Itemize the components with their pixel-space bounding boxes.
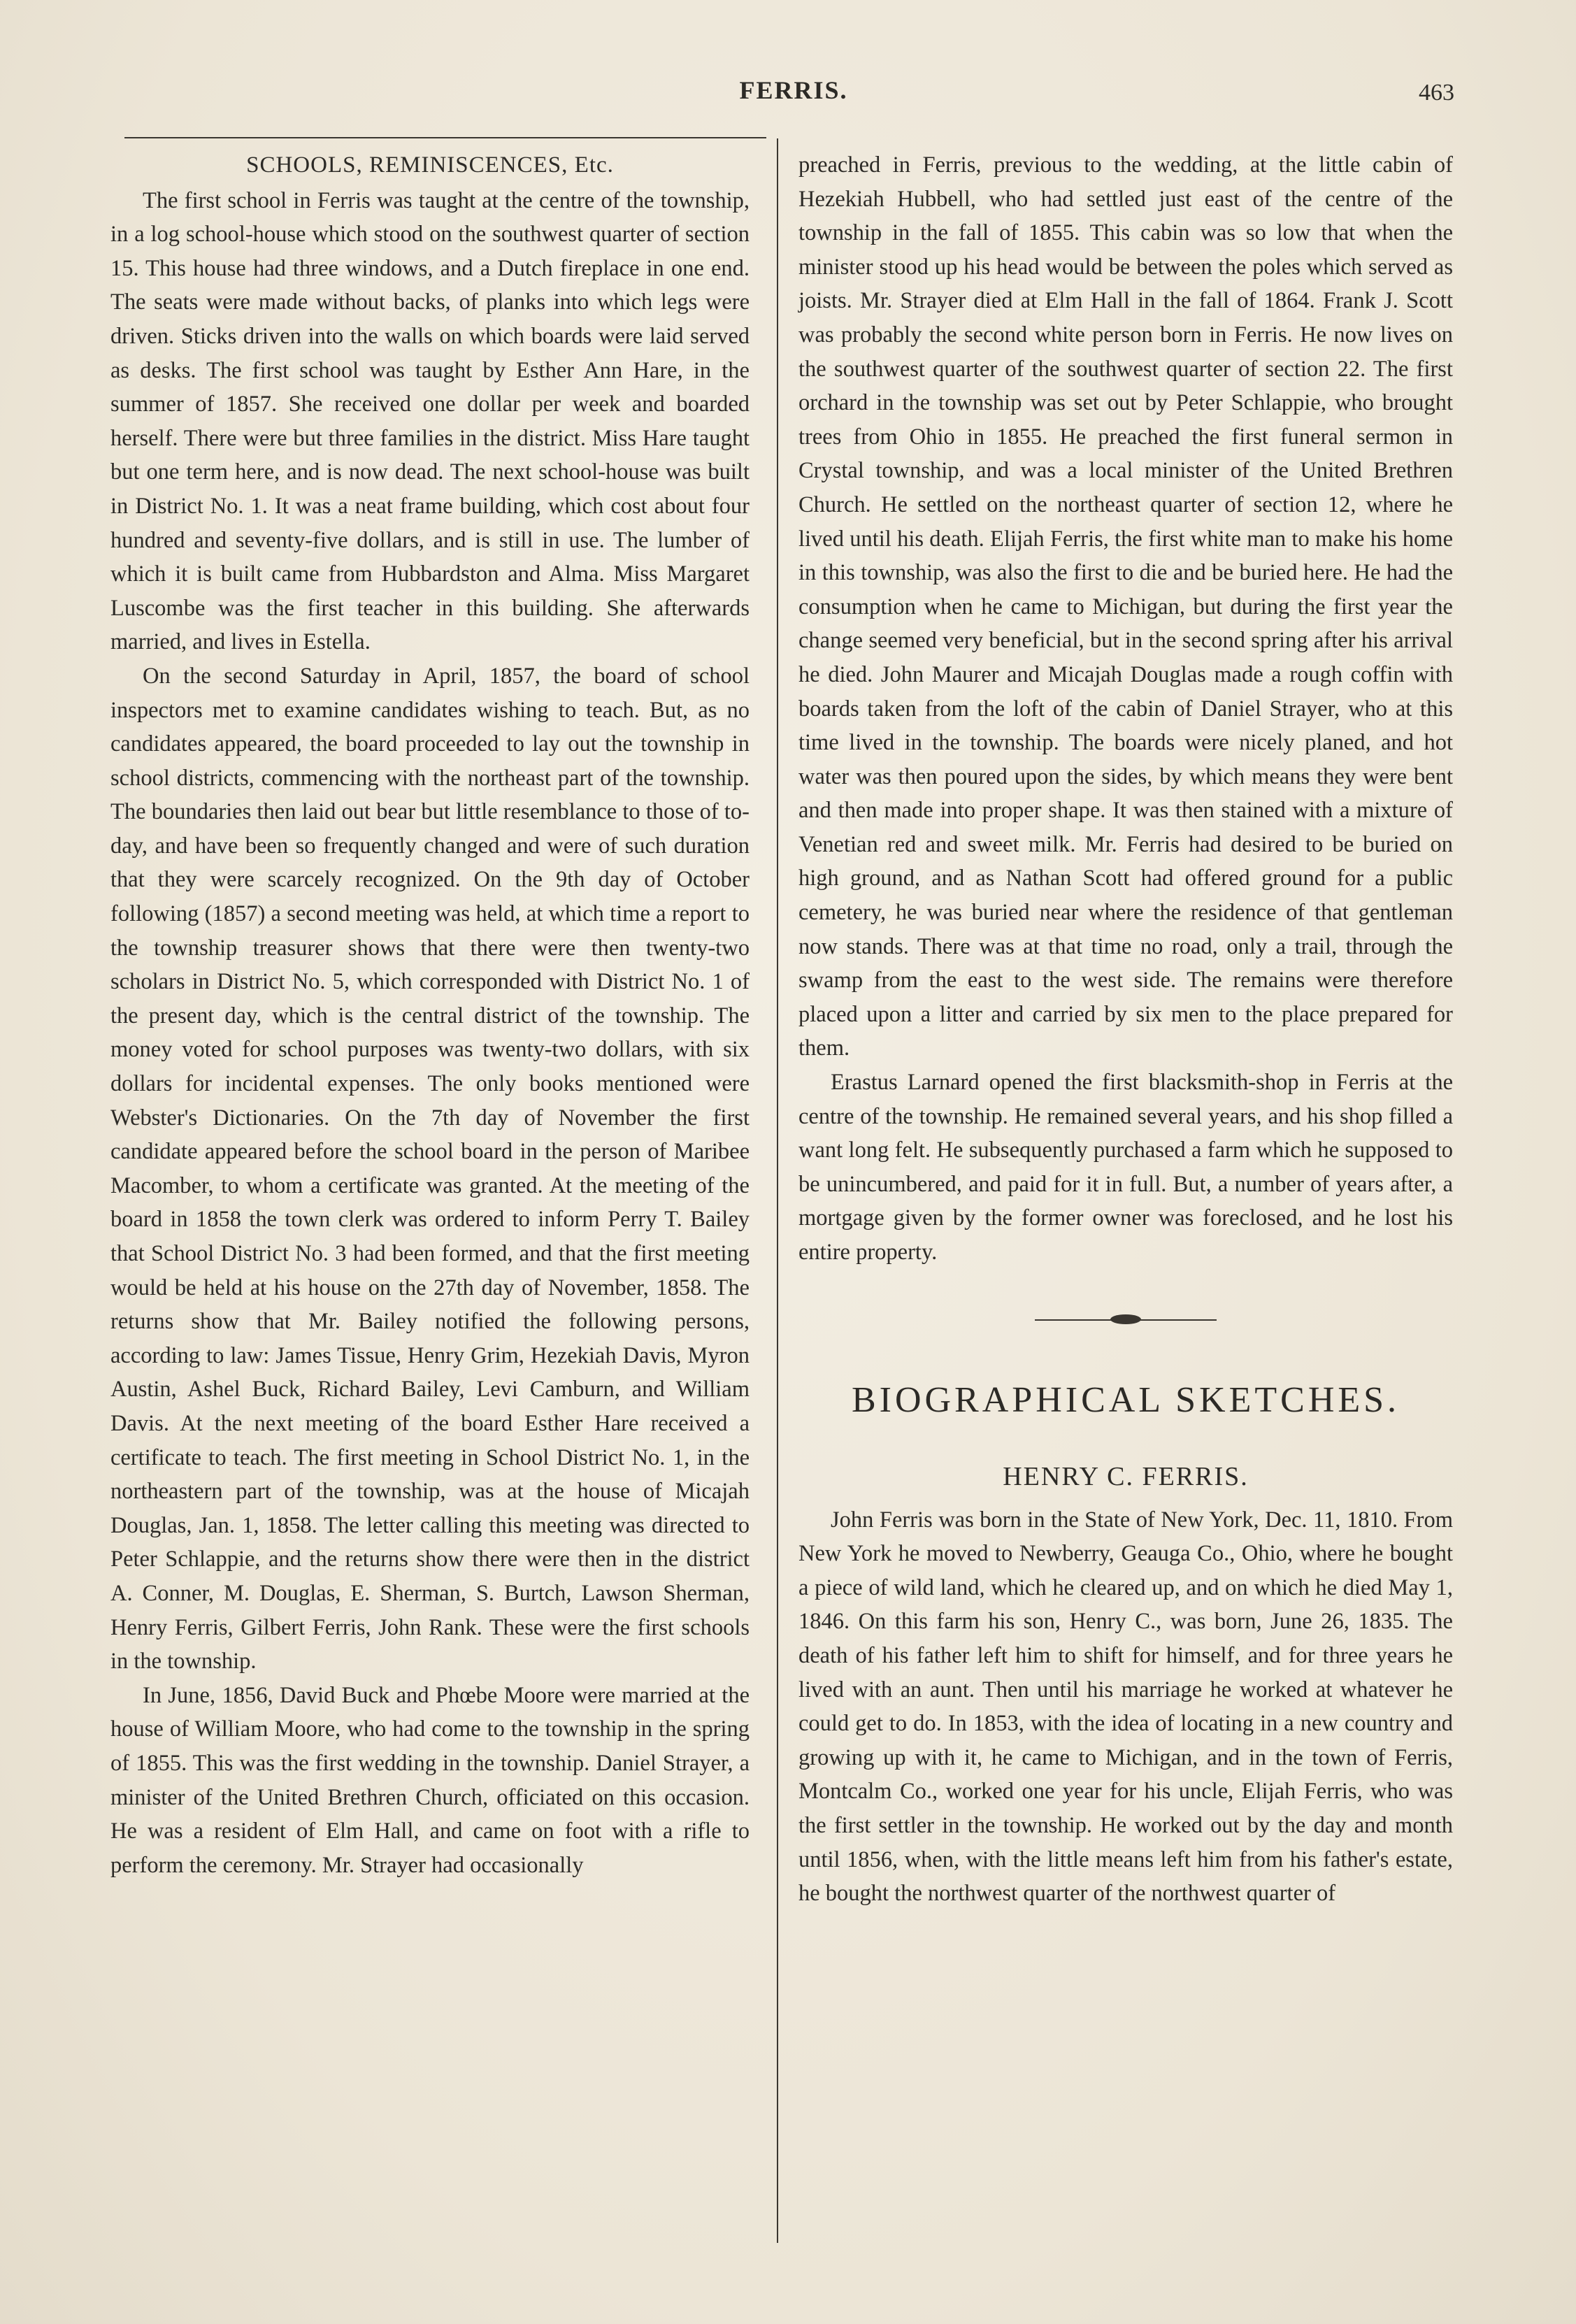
ornamental-divider — [1035, 1313, 1217, 1327]
paragraph: The first school in Ferris was taught at the centre of the township, in a log school-house which stood on the southwest quarter of section 15. This house had three windows, and a Dutch fireplace in one end. The seats were made without backs, of planks into which legs were driven. Sticks driven into the walls on which boards were laid served as desks. The first school was taught by Esther Ann Hare, in the summer of 1857. She received one dollar per week and boarded herself. There were but three families in the district. Miss Hare taught but one term here, and is now dead. The next school-house was built in District No. 1. It was a neat frame building, which cost about four hundred and seventy-five dollars, and is still in use. The lumber of which it is built came from Hubbardston and Alma. Miss Margaret Luscombe was the first teacher in this building. She afterwards married, and lives in Estella. — [110, 187, 750, 655]
page-number: 463 — [1419, 80, 1454, 106]
paragraph: In June, 1856, David Buck and Phœbe Moore were married at the house of William Moore, who had come to the township in the spring of 1855. This was the first wedding in the township. Daniel Strayer, a minister of the United Brethren Church, officiated on this occasion. He was a resident of Elm Hall, and came on foot with a rifle to perform the ceremony. Mr. Strayer had occasionally — [110, 1682, 750, 1878]
paragraph: On the second Saturday in April, 1857, the board of school inspectors met to examine candidates wishing to teach. But, as no candidates appeared, the board proceeded to lay out the township in school districts, commencing with the northeast part of the township. The boundaries then laid out bear but little resemblance to those of to-day, and have been so frequently changed and were of such duration that they were scarcely recognized. On the 9th day of October following (1857) a second meeting was held, at which time a report to the township treasurer shows that there were then twenty-two scholars in District No. 5, which corresponded with District No. 1 of the present day, which is the central district of the township. The money voted for school purposes was twenty-two dollars, with six dollars for incidental expenses. The only books mentioned were Webster's Dictionaries. On the 7th day of November the first candidate appeared before the school board in the person of Maribee Macomber, to whom a certificate was granted. At the meeting of the board in 1858 the town clerk was ordered to inform Perry T. Bailey that School District No. 3 had been formed, and that the first meeting would be held at his house on the 27th day of November, 1858. The returns show that Mr. Bailey notified the following persons, according to law: James Tissue, Henry Grim, Hezekiah Davis, Myron Austin, Ashel Buck, Richard Bailey, Levi Camburn, and William Davis. At the next meeting of the board Esther Hare received a certificate to teach. The first meeting in School District No. 1, in the northeastern part of the township, was at the house of Micajah Douglas, Jan. 1, 1858. The letter calling this meeting was directed to Peter Schlappie, and the returns show there were then in the district A. Conner, M. Douglas, E. Sherman, S. Burtch, Lawson Sherman, Henry Ferris, Gilbert Ferris, John Rank. These were the first schools in the township. — [110, 663, 750, 1674]
paragraph: Erastus Larnard opened the first blacksmith-shop in Ferris at the centre of the township. He remained several years, and his shop filled a want long felt. He subsequently purchased a farm which he supposed to be unincumbered, and paid for it in full. But, a number of years after, a mortgage given by the former owner was foreclosed, and he lost his entire property. — [798, 1070, 1453, 1265]
biography-subject-name: HENRY C. FERRIS. — [1003, 1461, 1249, 1491]
section-heading: SCHOOLS, REMINISCENCES, Etc. — [246, 152, 614, 178]
right-column — [798, 148, 1453, 1911]
biographical-sketches-title: BIOGRAPHICAL SKETCHES. — [851, 1379, 1401, 1420]
paragraph: John Ferris was born in the State of New York, Dec. 11, 1810. From New York he moved to Newberry, Geauga Co., Ohio, where he bought a piece of wild land, which he cleared up, and on which he died May 1, 1846. On this farm his son, Henry C., was born, June 26, 1835. The death of his father left him to shift for himself, and for three years he lived with an aunt. Then until his marriage he worked at whatever he could get to do. In 1853, with the idea of locating in a new country and growing up with it, he came to Michigan, and in the town of Ferris, Montcalm Co., worked one year for his uncle, Elijah Ferris, who was the first settler in the township. He worked out by the day and month until 1856, when, with the little means left him from his father's estate, he bought the northwest quarter of the northwest quarter of — [798, 1507, 1453, 1907]
paragraph: preached in Ferris, previous to the wedding, at the little cabin of Hezekiah Hubbell, who had settled just east of the centre of the township in the fall of 1855. This cabin was so low that when the minister stood up his head would be between the poles which served as joists. Mr. Strayer died at Elm Hall in the fall of 1864. Frank J. Scott was probably the second white person born in Ferris. He now lives on the southwest quarter of the southwest quarter of section 22. The first orchard in the township was set out by Peter Schlappie, who brought trees from Ohio in 1855. He preached the first funeral sermon in Crystal township, and was a local minister of the United Brethren Church. He settled on the northeast quarter of section 12, where he lived until his death. Elijah Ferris, the first white man to make his home in this township, was also the first to die and be buried here. He had the consumption when he came to Michigan, but during the first year the change seemed very beneficial, but in the second spring after his arrival he died. John Maurer and Micajah Douglas made a rough coffin with boards taken from the loft of the cabin of Daniel Strayer, who at this time lived in the township. The boards were nicely planed, and hot water was then poured upon the sides, by which means they were bent and then made into proper shape. It was then stained with a mixture of Venetian red and sweet milk. Mr. Ferris had desired to be buried on high ground, and as Nathan Scott had offered ground for a public cemetery, he was buried near where the residence of that gentleman now stands. There was at that time no road, only a trail, through the swamp from the east to the west side. The remains were therefore placed upon a litter and carried by six men to the place prepared for them. — [798, 152, 1453, 1061]
header-rule — [124, 137, 766, 138]
page-header — [133, 76, 1454, 117]
running-head: FERRIS. — [739, 76, 848, 104]
left-column — [110, 148, 750, 1882]
column-divider — [777, 138, 778, 2243]
